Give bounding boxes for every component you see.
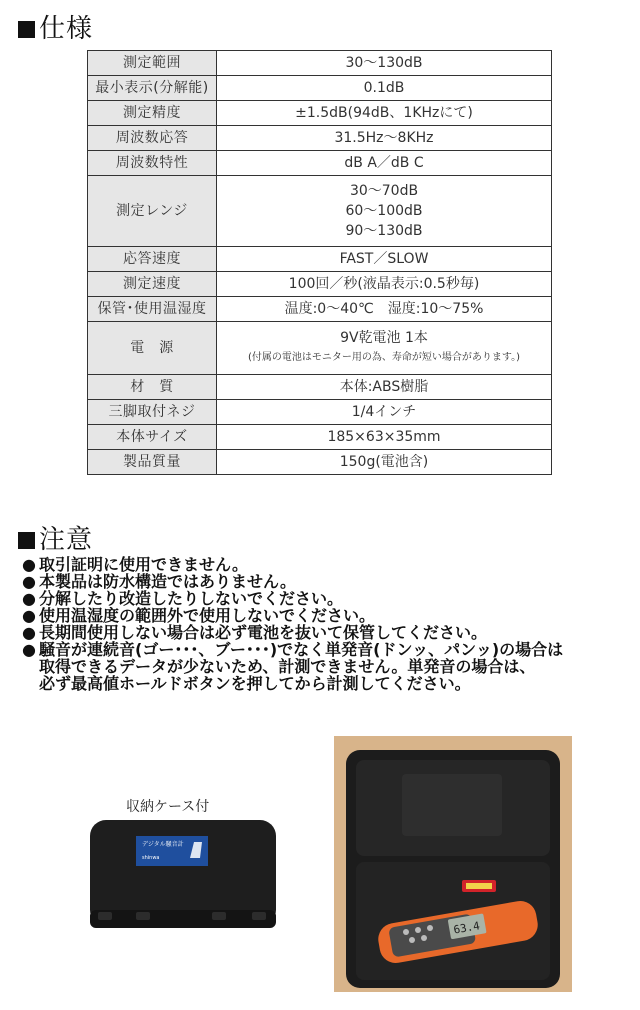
spec-label: 周波数応答	[88, 126, 217, 151]
spec-value: 31.5Hz〜8KHz	[217, 126, 552, 151]
bullet-dot-icon: ●	[22, 623, 36, 642]
spec-value: 1/4インチ	[217, 400, 552, 425]
case-label-brand: shinwa	[142, 855, 160, 861]
spec-value: 温度:0〜40℃ 湿度:10〜75%	[217, 297, 552, 322]
spec-label: 測定範囲	[88, 51, 217, 76]
caution-text: 分解したり改造したりしないでください。	[39, 589, 344, 608]
power-note: (付属の電池はモニター用の為、寿命が短い場合があります。)	[247, 352, 520, 363]
spec-label: 保管･使用温湿度	[88, 297, 217, 322]
spec-label: 電 源	[88, 322, 217, 375]
caution-text-continued: 取得できるデータが少ないため、計測できません。単発音の場合は、	[39, 657, 536, 676]
open-case-photo	[334, 736, 572, 992]
lid-recess	[402, 774, 502, 836]
spec-row	[88, 425, 552, 450]
caution-text: 騒音が連続音(ゴー･･･、ブー･･･)でなく単発音(ドンッ、パンッ)の場合は	[39, 640, 564, 659]
spec-value	[217, 322, 552, 375]
spec-value	[217, 176, 552, 247]
spec-heading-text: 仕様	[39, 14, 94, 44]
spec-row	[88, 272, 552, 297]
heading-square-icon	[18, 532, 35, 549]
spec-row	[88, 400, 552, 425]
spec-value: 30〜130dB	[217, 51, 552, 76]
spec-row	[88, 126, 552, 151]
spec-value: 0.1dB	[217, 76, 552, 101]
spec-value: 150g(電池含)	[217, 450, 552, 475]
caution-item	[22, 573, 622, 590]
spec-label: 測定精度	[88, 101, 217, 126]
spec-label: 三脚取付ネジ	[88, 400, 217, 425]
range-line: 30〜70dB	[349, 183, 419, 199]
spec-row	[88, 151, 552, 176]
spec-heading	[18, 8, 93, 45]
caution-heading-text: 注意	[39, 525, 94, 555]
case-latch	[98, 912, 112, 920]
spec-row	[88, 450, 552, 475]
range-line: 90〜130dB	[345, 223, 423, 239]
meter-button	[421, 935, 427, 941]
spec-row	[88, 101, 552, 126]
case-caption: 収納ケース付	[126, 799, 210, 815]
spec-label: 製品質量	[88, 450, 217, 475]
case-latch	[136, 912, 150, 920]
spec-row	[88, 51, 552, 76]
spec-label: 材 質	[88, 375, 217, 400]
spec-label: 測定レンジ	[88, 176, 217, 247]
caution-item	[22, 590, 622, 607]
range-line: 60〜100dB	[345, 203, 423, 219]
caution-item	[22, 556, 622, 573]
power-value: 9V乾電池 1本	[340, 330, 428, 346]
case-latch	[212, 912, 226, 920]
spec-label: 周波数特性	[88, 151, 217, 176]
meter-button	[415, 927, 421, 933]
spec-label: 応答速度	[88, 247, 217, 272]
spec-value: 本体:ABS樹脂	[217, 375, 552, 400]
spec-table	[87, 50, 552, 475]
meter-button	[427, 925, 433, 931]
bullet-dot-icon: ●	[22, 572, 36, 591]
caution-item	[22, 607, 622, 624]
caution-heading	[18, 519, 93, 556]
spec-row	[88, 297, 552, 322]
battery-label	[466, 883, 492, 889]
spec-label: 最小表示(分解能)	[88, 76, 217, 101]
caution-text: 本製品は防水構造ではありません。	[39, 572, 296, 591]
spec-row	[88, 176, 552, 247]
spec-row	[88, 247, 552, 272]
case-label-title: デジタル騒音計	[142, 841, 184, 848]
closed-case-photo	[84, 818, 282, 936]
spec-value: FAST／SLOW	[217, 247, 552, 272]
spec-label: 本体サイズ	[88, 425, 217, 450]
bullet-dot-icon: ●	[22, 606, 36, 625]
bullet-dot-icon: ●	[22, 555, 36, 574]
caution-list	[22, 556, 622, 692]
caution-item	[22, 641, 622, 658]
spec-row	[88, 322, 552, 375]
bullet-dot-icon: ●	[22, 640, 36, 659]
case-rim	[90, 910, 276, 928]
caution-text: 使用温湿度の範囲外で使用しないでください。	[39, 606, 376, 625]
caution-item	[22, 624, 622, 641]
bullet-dot-icon: ●	[22, 589, 36, 608]
caution-text: 長期間使用しない場合は必ず電池を抜いて保管してください。	[39, 623, 488, 642]
spec-value: dB A／dB C	[217, 151, 552, 176]
caution-text: 取引証明に使用できません。	[39, 555, 248, 574]
spec-value: ±1.5dB(94dB、1KHzにて)	[217, 101, 552, 126]
spec-label: 測定速度	[88, 272, 217, 297]
meter-button	[403, 929, 409, 935]
spec-row	[88, 375, 552, 400]
heading-square-icon	[18, 21, 35, 38]
spec-value: 100回／秒(液晶表示:0.5秒毎)	[217, 272, 552, 297]
caution-text-continued: 必ず最高値ホールドボタンを押してから計測してください。	[39, 674, 471, 693]
spec-value: 185×63×35mm	[217, 425, 552, 450]
spec-row	[88, 76, 552, 101]
case-latch	[252, 912, 266, 920]
lcd-reading: 63.4	[452, 919, 481, 937]
meter-button	[409, 937, 415, 943]
